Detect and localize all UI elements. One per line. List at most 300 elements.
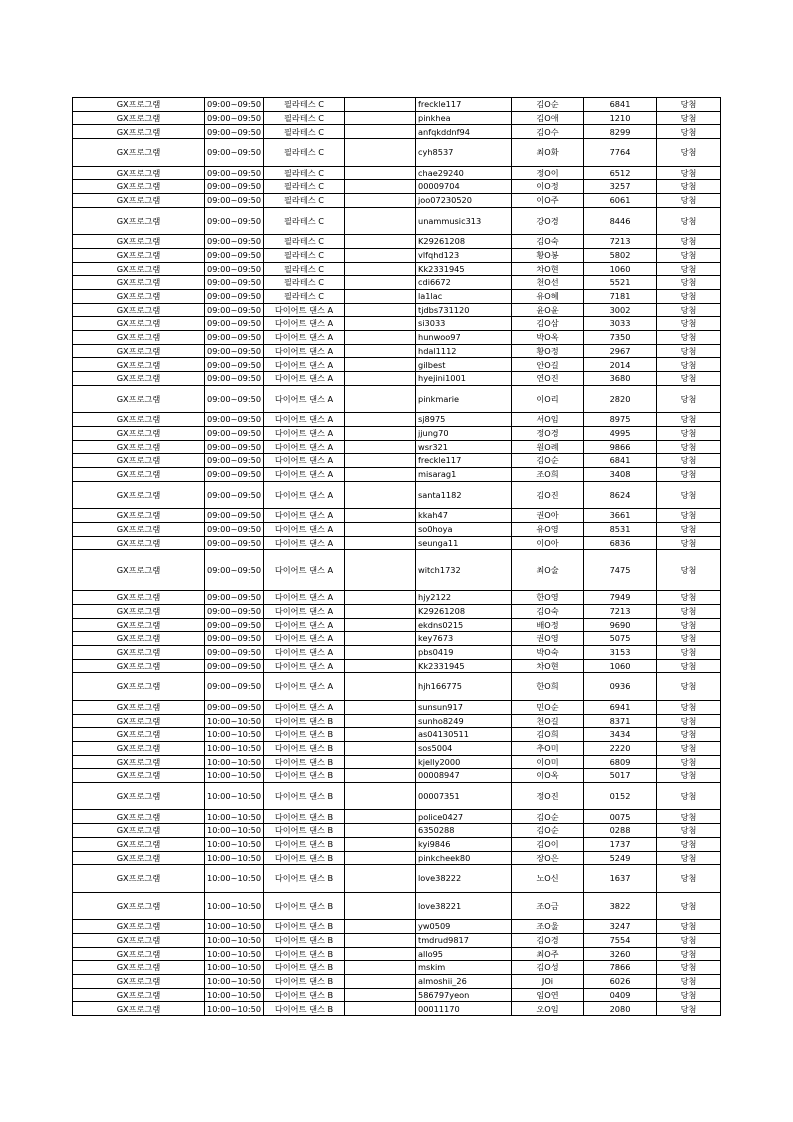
user-id-cell: tmdrud9817	[416, 933, 512, 947]
member-name-cell: 김O숙	[512, 235, 584, 249]
time-cell: 09:00~09:50	[205, 632, 264, 646]
time-cell: 10:00~10:50	[205, 892, 264, 920]
result-cell: 당첨	[657, 467, 721, 481]
table-row	[73, 166, 721, 180]
member-name-cell: 차O현	[512, 262, 584, 276]
table-row	[73, 1002, 721, 1016]
table-row	[73, 276, 721, 290]
member-name-cell: 박O숙	[512, 645, 584, 659]
table-row	[73, 714, 721, 728]
program-cell: GX프로그램	[73, 522, 205, 536]
table-row	[73, 440, 721, 454]
blank-cell	[345, 632, 416, 646]
class-cell: 필라테스 C	[264, 139, 345, 167]
blank-cell	[345, 673, 416, 701]
phone-last4-cell: 0075	[584, 810, 657, 824]
time-cell: 10:00~10:50	[205, 851, 264, 865]
program-cell: GX프로그램	[73, 824, 205, 838]
time-cell: 09:00~09:50	[205, 509, 264, 523]
table-row	[73, 961, 721, 975]
program-cell: GX프로그램	[73, 193, 205, 207]
program-cell: GX프로그램	[73, 248, 205, 262]
phone-last4-cell: 7213	[584, 604, 657, 618]
table-row	[73, 193, 721, 207]
table-row	[73, 536, 721, 550]
table-row	[73, 591, 721, 605]
member-name-cell: 이O주	[512, 193, 584, 207]
member-name-cell: 유O혜	[512, 289, 584, 303]
time-cell: 10:00~10:50	[205, 837, 264, 851]
result-cell: 당첨	[657, 961, 721, 975]
time-cell: 09:00~09:50	[205, 618, 264, 632]
member-name-cell: 장O은	[512, 851, 584, 865]
time-cell: 09:00~09:50	[205, 317, 264, 331]
user-id-cell: allo95	[416, 947, 512, 961]
blank-cell	[345, 782, 416, 810]
table-row	[73, 235, 721, 249]
result-cell: 당첨	[657, 974, 721, 988]
time-cell: 10:00~10:50	[205, 920, 264, 934]
member-name-cell: 김O순	[512, 810, 584, 824]
user-id-cell: gilbest	[416, 358, 512, 372]
blank-cell	[345, 1002, 416, 1016]
user-id-cell: sunho8249	[416, 714, 512, 728]
user-id-cell: santa1182	[416, 481, 512, 509]
class-cell: 다이어트 댄스 A	[264, 385, 345, 413]
time-cell: 10:00~10:50	[205, 947, 264, 961]
blank-cell	[345, 509, 416, 523]
table-row	[73, 947, 721, 961]
program-cell: GX프로그램	[73, 481, 205, 509]
member-name-cell: 조O금	[512, 892, 584, 920]
phone-last4-cell: 0152	[584, 782, 657, 810]
time-cell: 09:00~09:50	[205, 262, 264, 276]
program-cell: GX프로그램	[73, 782, 205, 810]
user-id-cell: love38221	[416, 892, 512, 920]
result-cell: 당첨	[657, 509, 721, 523]
program-cell: GX프로그램	[73, 645, 205, 659]
program-cell: GX프로그램	[73, 180, 205, 194]
class-cell: 다이어트 댄스 A	[264, 700, 345, 714]
class-cell: 다이어트 댄스 A	[264, 426, 345, 440]
time-cell: 09:00~09:50	[205, 522, 264, 536]
table-row	[73, 782, 721, 810]
member-name-cell: 김O진	[512, 481, 584, 509]
table-row	[73, 851, 721, 865]
phone-last4-cell: 9690	[584, 618, 657, 632]
result-cell: 당첨	[657, 248, 721, 262]
blank-cell	[345, 920, 416, 934]
member-name-cell: 김O애	[512, 111, 584, 125]
member-name-cell: 정O이	[512, 166, 584, 180]
user-id-cell: ekdns0215	[416, 618, 512, 632]
result-cell: 당첨	[657, 522, 721, 536]
blank-cell	[345, 645, 416, 659]
phone-last4-cell: 7181	[584, 289, 657, 303]
phone-last4-cell: 3822	[584, 892, 657, 920]
member-name-cell: 한O영	[512, 591, 584, 605]
program-cell: GX프로그램	[73, 892, 205, 920]
table-row	[73, 769, 721, 783]
blank-cell	[345, 289, 416, 303]
phone-last4-cell: 2220	[584, 741, 657, 755]
result-cell: 당첨	[657, 837, 721, 851]
program-cell: GX프로그램	[73, 276, 205, 290]
phone-last4-cell: 0288	[584, 824, 657, 838]
table-row	[73, 467, 721, 481]
program-cell: GX프로그램	[73, 344, 205, 358]
member-name-cell: 황O정	[512, 344, 584, 358]
result-cell: 당첨	[657, 618, 721, 632]
phone-last4-cell: 5802	[584, 248, 657, 262]
blank-cell	[345, 276, 416, 290]
blank-cell	[345, 700, 416, 714]
member-name-cell: 최O술	[512, 550, 584, 591]
time-cell: 09:00~09:50	[205, 536, 264, 550]
program-cell: GX프로그램	[73, 810, 205, 824]
program-cell: GX프로그램	[73, 125, 205, 139]
result-cell: 당첨	[657, 782, 721, 810]
phone-last4-cell: 8371	[584, 714, 657, 728]
result-cell: 당첨	[657, 741, 721, 755]
time-cell: 09:00~09:50	[205, 645, 264, 659]
class-cell: 다이어트 댄스 A	[264, 344, 345, 358]
blank-cell	[345, 248, 416, 262]
member-name-cell: 김O숙	[512, 604, 584, 618]
member-name-cell: 민O순	[512, 700, 584, 714]
table-row	[73, 673, 721, 701]
blank-cell	[345, 303, 416, 317]
phone-last4-cell: 6941	[584, 700, 657, 714]
user-id-cell: pinkhea	[416, 111, 512, 125]
table-row	[73, 550, 721, 591]
time-cell: 09:00~09:50	[205, 440, 264, 454]
program-cell: GX프로그램	[73, 509, 205, 523]
result-cell: 당첨	[657, 933, 721, 947]
result-cell: 당첨	[657, 481, 721, 509]
phone-last4-cell: 3680	[584, 372, 657, 386]
result-cell: 당첨	[657, 604, 721, 618]
result-cell: 당첨	[657, 207, 721, 235]
blank-cell	[345, 865, 416, 893]
member-name-cell: 최O주	[512, 947, 584, 961]
time-cell: 09:00~09:50	[205, 659, 264, 673]
program-cell: GX프로그램	[73, 933, 205, 947]
time-cell: 09:00~09:50	[205, 289, 264, 303]
program-cell: GX프로그램	[73, 591, 205, 605]
winners-table-body	[73, 98, 721, 1016]
blank-cell	[345, 714, 416, 728]
result-cell: 당첨	[657, 358, 721, 372]
member-name-cell: 김O희	[512, 728, 584, 742]
time-cell: 09:00~09:50	[205, 426, 264, 440]
blank-cell	[345, 426, 416, 440]
phone-last4-cell: 3153	[584, 645, 657, 659]
user-id-cell: kkah47	[416, 509, 512, 523]
time-cell: 10:00~10:50	[205, 769, 264, 783]
class-cell: 다이어트 댄스 A	[264, 509, 345, 523]
table-row	[73, 988, 721, 1002]
table-row	[73, 262, 721, 276]
program-cell: GX프로그램	[73, 440, 205, 454]
time-cell: 10:00~10:50	[205, 714, 264, 728]
blank-cell	[345, 741, 416, 755]
class-cell: 필라테스 C	[264, 111, 345, 125]
blank-cell	[345, 481, 416, 509]
program-cell: GX프로그램	[73, 303, 205, 317]
program-cell: GX프로그램	[73, 769, 205, 783]
class-cell: 다이어트 댄스 B	[264, 988, 345, 1002]
blank-cell	[345, 536, 416, 550]
time-cell: 10:00~10:50	[205, 810, 264, 824]
result-cell: 당첨	[657, 700, 721, 714]
user-id-cell: 00009704	[416, 180, 512, 194]
time-cell: 09:00~09:50	[205, 276, 264, 290]
phone-last4-cell: 2014	[584, 358, 657, 372]
member-name-cell: 박O옥	[512, 330, 584, 344]
program-cell: GX프로그램	[73, 358, 205, 372]
phone-last4-cell: 3661	[584, 509, 657, 523]
user-id-cell: sos5004	[416, 741, 512, 755]
table-row	[73, 481, 721, 509]
class-cell: 다이어트 댄스 A	[264, 591, 345, 605]
user-id-cell: K29261208	[416, 604, 512, 618]
result-cell: 당첨	[657, 892, 721, 920]
member-name-cell: 김O순	[512, 98, 584, 112]
user-id-cell: almoshii_26	[416, 974, 512, 988]
member-name-cell: 유O영	[512, 522, 584, 536]
class-cell: 다이어트 댄스 B	[264, 933, 345, 947]
blank-cell	[345, 974, 416, 988]
member-name-cell: 한O희	[512, 673, 584, 701]
time-cell: 09:00~09:50	[205, 207, 264, 235]
program-cell: GX프로그램	[73, 618, 205, 632]
table-row	[73, 933, 721, 947]
class-cell: 다이어트 댄스 A	[264, 645, 345, 659]
phone-last4-cell: 5017	[584, 769, 657, 783]
user-id-cell: so0hoya	[416, 522, 512, 536]
blank-cell	[345, 180, 416, 194]
result-cell: 당첨	[657, 317, 721, 331]
user-id-cell: chae29240	[416, 166, 512, 180]
table-row	[73, 248, 721, 262]
user-id-cell: joo07230520	[416, 193, 512, 207]
member-name-cell: 서O임	[512, 413, 584, 427]
member-name-cell: 연O진	[512, 372, 584, 386]
program-cell: GX프로그램	[73, 865, 205, 893]
user-id-cell: cyh8537	[416, 139, 512, 167]
blank-cell	[345, 317, 416, 331]
user-id-cell: kjelly2000	[416, 755, 512, 769]
time-cell: 10:00~10:50	[205, 974, 264, 988]
class-cell: 다이어트 댄스 B	[264, 741, 345, 755]
program-cell: GX프로그램	[73, 728, 205, 742]
user-id-cell: hunwoo97	[416, 330, 512, 344]
program-cell: GX프로그램	[73, 426, 205, 440]
time-cell: 09:00~09:50	[205, 604, 264, 618]
result-cell: 당첨	[657, 180, 721, 194]
class-cell: 다이어트 댄스 B	[264, 782, 345, 810]
phone-last4-cell: 6841	[584, 454, 657, 468]
program-cell: GX프로그램	[73, 413, 205, 427]
phone-last4-cell: 7764	[584, 139, 657, 167]
user-id-cell: seunga11	[416, 536, 512, 550]
member-name-cell: 조O울	[512, 920, 584, 934]
blank-cell	[345, 824, 416, 838]
time-cell: 09:00~09:50	[205, 358, 264, 372]
member-name-cell: 조O희	[512, 467, 584, 481]
program-cell: GX프로그램	[73, 111, 205, 125]
phone-last4-cell: 3434	[584, 728, 657, 742]
winners-table	[72, 97, 721, 1016]
class-cell: 필라테스 C	[264, 207, 345, 235]
user-id-cell: 00011170	[416, 1002, 512, 1016]
phone-last4-cell: 1210	[584, 111, 657, 125]
class-cell: 다이어트 댄스 A	[264, 454, 345, 468]
class-cell: 다이어트 댄스 A	[264, 604, 345, 618]
phone-last4-cell: 3247	[584, 920, 657, 934]
program-cell: GX프로그램	[73, 961, 205, 975]
class-cell: 다이어트 댄스 A	[264, 673, 345, 701]
blank-cell	[345, 659, 416, 673]
program-cell: GX프로그램	[73, 947, 205, 961]
program-cell: GX프로그램	[73, 139, 205, 167]
program-cell: GX프로그램	[73, 1002, 205, 1016]
blank-cell	[345, 988, 416, 1002]
member-name-cell: 추O미	[512, 741, 584, 755]
user-id-cell: cdi6672	[416, 276, 512, 290]
program-cell: GX프로그램	[73, 207, 205, 235]
time-cell: 10:00~10:50	[205, 961, 264, 975]
user-id-cell: hjy2122	[416, 591, 512, 605]
table-row	[73, 426, 721, 440]
table-row	[73, 303, 721, 317]
class-cell: 다이어트 댄스 A	[264, 659, 345, 673]
program-cell: GX프로그램	[73, 974, 205, 988]
table-row	[73, 741, 721, 755]
member-name-cell: 김O경	[512, 933, 584, 947]
member-name-cell: 노O신	[512, 865, 584, 893]
result-cell: 당첨	[657, 98, 721, 112]
phone-last4-cell: 1060	[584, 659, 657, 673]
table-row	[73, 920, 721, 934]
class-cell: 필라테스 C	[264, 166, 345, 180]
program-cell: GX프로그램	[73, 988, 205, 1002]
program-cell: GX프로그램	[73, 385, 205, 413]
program-cell: GX프로그램	[73, 604, 205, 618]
phone-last4-cell: 7554	[584, 933, 657, 947]
user-id-cell: as04130511	[416, 728, 512, 742]
program-cell: GX프로그램	[73, 632, 205, 646]
table-row	[73, 700, 721, 714]
time-cell: 09:00~09:50	[205, 180, 264, 194]
member-name-cell: 원O례	[512, 440, 584, 454]
class-cell: 다이어트 댄스 A	[264, 358, 345, 372]
table-row	[73, 98, 721, 112]
time-cell: 09:00~09:50	[205, 330, 264, 344]
class-cell: 다이어트 댄스 B	[264, 892, 345, 920]
result-cell: 당첨	[657, 276, 721, 290]
class-cell: 다이어트 댄스 B	[264, 769, 345, 783]
user-id-cell: witch1732	[416, 550, 512, 591]
phone-last4-cell: 3408	[584, 467, 657, 481]
blank-cell	[345, 467, 416, 481]
result-cell: 당첨	[657, 426, 721, 440]
class-cell: 필라테스 C	[264, 98, 345, 112]
class-cell: 다이어트 댄스 A	[264, 413, 345, 427]
member-name-cell: 권O아	[512, 509, 584, 523]
blank-cell	[345, 604, 416, 618]
table-row	[73, 289, 721, 303]
class-cell: 다이어트 댄스 A	[264, 522, 345, 536]
blank-cell	[345, 522, 416, 536]
table-row	[73, 865, 721, 893]
time-cell: 09:00~09:50	[205, 111, 264, 125]
table-row	[73, 454, 721, 468]
result-cell: 당첨	[657, 988, 721, 1002]
time-cell: 09:00~09:50	[205, 139, 264, 167]
time-cell: 09:00~09:50	[205, 303, 264, 317]
blank-cell	[345, 166, 416, 180]
member-name-cell: 이O미	[512, 755, 584, 769]
user-id-cell: Kk2331945	[416, 262, 512, 276]
blank-cell	[345, 810, 416, 824]
phone-last4-cell: 8299	[584, 125, 657, 139]
time-cell: 09:00~09:50	[205, 248, 264, 262]
time-cell: 10:00~10:50	[205, 741, 264, 755]
blank-cell	[345, 125, 416, 139]
phone-last4-cell: 8624	[584, 481, 657, 509]
time-cell: 09:00~09:50	[205, 454, 264, 468]
class-cell: 다이어트 댄스 A	[264, 330, 345, 344]
result-cell: 당첨	[657, 344, 721, 358]
blank-cell	[345, 358, 416, 372]
blank-cell	[345, 193, 416, 207]
phone-last4-cell: 3002	[584, 303, 657, 317]
user-id-cell: K29261208	[416, 235, 512, 249]
table-row	[73, 509, 721, 523]
user-id-cell: mskim	[416, 961, 512, 975]
phone-last4-cell: 6836	[584, 536, 657, 550]
class-cell: 다이어트 댄스 B	[264, 947, 345, 961]
table-row	[73, 824, 721, 838]
user-id-cell: love38222	[416, 865, 512, 893]
time-cell: 09:00~09:50	[205, 550, 264, 591]
member-name-cell: 이O리	[512, 385, 584, 413]
phone-last4-cell: 6809	[584, 755, 657, 769]
table-row	[73, 358, 721, 372]
result-cell: 당첨	[657, 139, 721, 167]
time-cell: 10:00~10:50	[205, 755, 264, 769]
user-id-cell: misarag1	[416, 467, 512, 481]
blank-cell	[345, 440, 416, 454]
result-cell: 당첨	[657, 645, 721, 659]
phone-last4-cell: 9866	[584, 440, 657, 454]
phone-last4-cell: 8446	[584, 207, 657, 235]
class-cell: 다이어트 댄스 B	[264, 920, 345, 934]
class-cell: 다이어트 댄스 A	[264, 536, 345, 550]
phone-last4-cell: 6061	[584, 193, 657, 207]
table-row	[73, 659, 721, 673]
result-cell: 당첨	[657, 550, 721, 591]
member-name-cell: 정O진	[512, 782, 584, 810]
member-name-cell: 김O순	[512, 824, 584, 838]
table-row	[73, 413, 721, 427]
member-name-cell: 배O정	[512, 618, 584, 632]
user-id-cell: si3033	[416, 317, 512, 331]
time-cell: 09:00~09:50	[205, 372, 264, 386]
class-cell: 필라테스 C	[264, 276, 345, 290]
